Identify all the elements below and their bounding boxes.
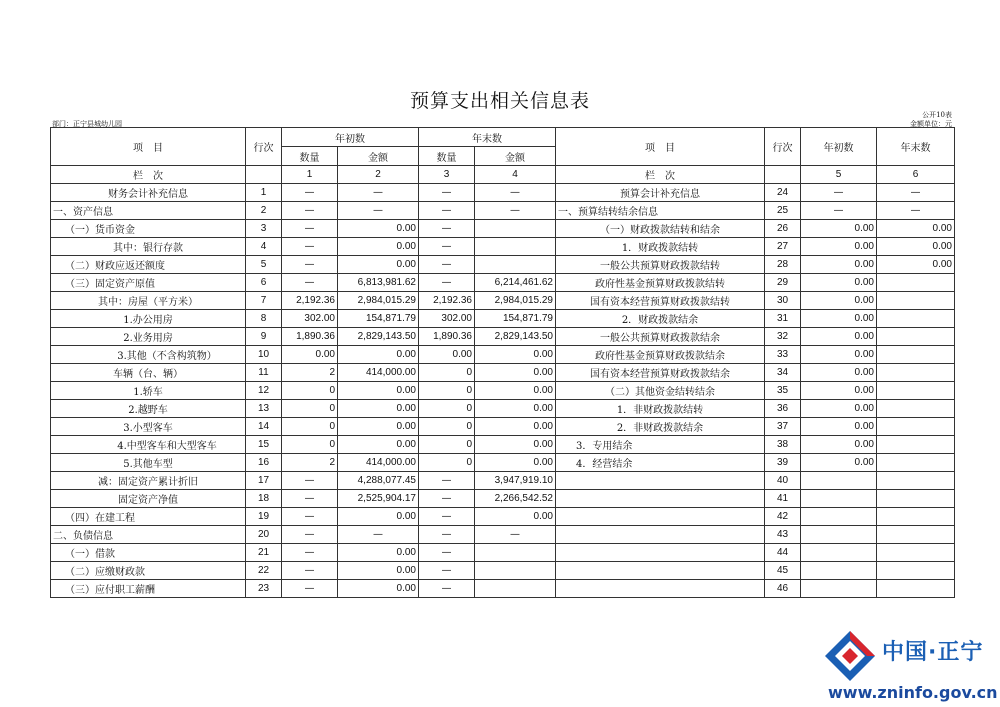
end-qty: — [419, 220, 475, 238]
begin-right [801, 544, 877, 562]
row-seq-right: 25 [765, 202, 801, 220]
begin-amount: 2,984,015.29 [338, 292, 419, 310]
begin-qty: 2 [282, 454, 338, 472]
col-2: 2 [338, 166, 419, 184]
begin-right: 0.00 [801, 454, 877, 472]
row-seq: 8 [246, 310, 282, 328]
end-right [877, 382, 955, 400]
end-amount: 154,871.79 [475, 310, 556, 328]
table-row [51, 436, 955, 454]
end-amount: 2,829,143.50 [475, 328, 556, 346]
row-label: （三）固定资产原值 [51, 274, 246, 292]
begin-right: 0.00 [801, 328, 877, 346]
table-row [51, 184, 955, 202]
begin-amount: 0.00 [338, 418, 419, 436]
end-amount: — [475, 526, 556, 544]
row-seq-right: 41 [765, 490, 801, 508]
end-qty: 302.00 [419, 310, 475, 328]
row-seq-right: 29 [765, 274, 801, 292]
end-qty: 0.00 [419, 346, 475, 364]
table-row [51, 220, 955, 238]
row-seq: 13 [246, 400, 282, 418]
begin-right: 0.00 [801, 346, 877, 364]
row-label: 2.越野车 [51, 400, 246, 418]
begin-right: 0.00 [801, 436, 877, 454]
header-qty-begin: 数量 [282, 147, 338, 166]
row-seq-right: 30 [765, 292, 801, 310]
table-row [51, 328, 955, 346]
begin-amount: 0.00 [338, 256, 419, 274]
end-qty: 0 [419, 454, 475, 472]
col-1: 1 [282, 166, 338, 184]
begin-amount: 414,000.00 [338, 454, 419, 472]
begin-amount: 0.00 [338, 346, 419, 364]
end-amount: — [475, 202, 556, 220]
begin-qty: 1,890.36 [282, 328, 338, 346]
row-label-right [556, 508, 765, 526]
end-amount: 0.00 [475, 418, 556, 436]
table-row [51, 238, 955, 256]
row-seq: 16 [246, 454, 282, 472]
begin-amount: 0.00 [338, 544, 419, 562]
begin-qty: — [282, 472, 338, 490]
row-seq-right: 39 [765, 454, 801, 472]
end-amount: 0.00 [475, 382, 556, 400]
table-row [51, 400, 955, 418]
row-seq-right: 33 [765, 346, 801, 364]
begin-qty: 0 [282, 418, 338, 436]
row-label-right: （一）财政拨款结转和结余 [556, 220, 765, 238]
end-qty: — [419, 274, 475, 292]
unit-label: 金额单位：元 [910, 120, 952, 128]
end-right [877, 346, 955, 364]
row-seq: 7 [246, 292, 282, 310]
end-qty: — [419, 202, 475, 220]
end-amount: 0.00 [475, 508, 556, 526]
row-seq-right: 24 [765, 184, 801, 202]
end-qty: — [419, 238, 475, 256]
begin-qty: 2 [282, 364, 338, 382]
begin-qty: 302.00 [282, 310, 338, 328]
end-right [877, 364, 955, 382]
begin-amount: — [338, 526, 419, 544]
end-amount: 0.00 [475, 364, 556, 382]
table-row [51, 292, 955, 310]
row-seq: 20 [246, 526, 282, 544]
end-qty: 0 [419, 436, 475, 454]
end-amount [475, 256, 556, 274]
row-seq: 9 [246, 328, 282, 346]
end-qty: — [419, 580, 475, 598]
col-label-right-empty [765, 166, 801, 184]
table-row [51, 202, 955, 220]
end-qty: 0 [419, 364, 475, 382]
col-label-right: 栏 次 [556, 166, 765, 184]
end-right [877, 328, 955, 346]
end-amount [475, 562, 556, 580]
end-amount: 0.00 [475, 436, 556, 454]
end-right [877, 454, 955, 472]
end-right: — [877, 184, 955, 202]
row-label: （一）借款 [51, 544, 246, 562]
row-seq: 17 [246, 472, 282, 490]
table-row [51, 418, 955, 436]
begin-right: 0.00 [801, 364, 877, 382]
begin-qty: — [282, 526, 338, 544]
row-label-right: 政府性基金预算财政拨款结余 [556, 346, 765, 364]
end-right [877, 418, 955, 436]
row-label-right: 一、预算结转结余信息 [556, 202, 765, 220]
begin-qty: — [282, 580, 338, 598]
begin-amount: 0.00 [338, 508, 419, 526]
table-row [51, 310, 955, 328]
header-seq-right: 行次 [765, 128, 801, 166]
begin-qty: 0.00 [282, 346, 338, 364]
row-label: 2.业务用房 [51, 328, 246, 346]
row-label: 减：固定资产累计折旧 [51, 472, 246, 490]
logo-url: www.zninfo.gov.cn [828, 683, 998, 702]
row-seq-right: 32 [765, 328, 801, 346]
row-label-right: 2．财政拨款结余 [556, 310, 765, 328]
end-amount: — [475, 184, 556, 202]
page-title: 预算支出相关信息表 [409, 90, 590, 112]
begin-right: 0.00 [801, 238, 877, 256]
begin-qty: — [282, 238, 338, 256]
row-label: 固定资产净值 [51, 490, 246, 508]
row-label-right [556, 472, 765, 490]
begin-qty: — [282, 256, 338, 274]
header-amount-begin: 金额 [338, 147, 419, 166]
row-seq: 4 [246, 238, 282, 256]
header-qty-end: 数量 [419, 147, 475, 166]
begin-qty: — [282, 202, 338, 220]
begin-qty: 0 [282, 436, 338, 454]
begin-right [801, 472, 877, 490]
row-label-right [556, 544, 765, 562]
row-label-right: 2．非财政拨款结余 [556, 418, 765, 436]
end-amount [475, 544, 556, 562]
table-row [51, 580, 955, 598]
col-4: 4 [475, 166, 556, 184]
begin-right: 0.00 [801, 292, 877, 310]
table-row [51, 382, 955, 400]
row-label: 一、资产信息 [51, 202, 246, 220]
table-row [51, 454, 955, 472]
row-label-right: 4．经营结余 [556, 454, 765, 472]
table-row [51, 472, 955, 490]
row-seq-right: 38 [765, 436, 801, 454]
form-number: 公开10表 [922, 111, 952, 119]
table-row [51, 364, 955, 382]
row-label: 1.办公用房 [51, 310, 246, 328]
row-seq: 15 [246, 436, 282, 454]
begin-qty: 2,192.36 [282, 292, 338, 310]
row-seq-right: 28 [765, 256, 801, 274]
end-qty: — [419, 526, 475, 544]
row-label-right: 1．非财政拨款结转 [556, 400, 765, 418]
begin-right: — [801, 184, 877, 202]
header-seq: 行次 [246, 128, 282, 166]
row-seq: 21 [246, 544, 282, 562]
end-right: 0.00 [877, 256, 955, 274]
end-amount: 0.00 [475, 346, 556, 364]
row-label: 二、负债信息 [51, 526, 246, 544]
col-label: 栏 次 [51, 166, 246, 184]
row-seq-right: 26 [765, 220, 801, 238]
row-label: 财务会计补充信息 [51, 184, 246, 202]
col-3: 3 [419, 166, 475, 184]
end-qty: 0 [419, 418, 475, 436]
end-qty: — [419, 184, 475, 202]
row-label-right: 政府性基金预算财政拨款结转 [556, 274, 765, 292]
header-end: 年末数 [419, 128, 556, 147]
row-seq-right: 44 [765, 544, 801, 562]
begin-amount: 6,813,981.62 [338, 274, 419, 292]
end-right: 0.00 [877, 220, 955, 238]
row-seq-right: 27 [765, 238, 801, 256]
row-label: 其中：房屋（平方米） [51, 292, 246, 310]
row-seq-right: 35 [765, 382, 801, 400]
row-label: 3.小型客车 [51, 418, 246, 436]
row-label: 其中：银行存款 [51, 238, 246, 256]
begin-qty: — [282, 508, 338, 526]
row-label-right [556, 490, 765, 508]
end-qty: 2,192.36 [419, 292, 475, 310]
begin-amount: 0.00 [338, 562, 419, 580]
begin-amount: 0.00 [338, 580, 419, 598]
row-label-right: 3．专用结余 [556, 436, 765, 454]
table-row [51, 508, 955, 526]
end-amount: 3,947,919.10 [475, 472, 556, 490]
begin-amount: 0.00 [338, 436, 419, 454]
row-seq-right: 36 [765, 400, 801, 418]
end-qty: 0 [419, 382, 475, 400]
end-amount: 2,984,015.29 [475, 292, 556, 310]
begin-amount: 0.00 [338, 382, 419, 400]
begin-amount: — [338, 202, 419, 220]
table-row [51, 256, 955, 274]
budget-table-container [50, 127, 955, 598]
row-label: 5.其他车型 [51, 454, 246, 472]
end-right [877, 436, 955, 454]
row-label-right: （二）其他资金结转结余 [556, 382, 765, 400]
row-label-right: 一般公共预算财政拨款结转 [556, 256, 765, 274]
end-right [877, 544, 955, 562]
begin-qty: — [282, 544, 338, 562]
table-body [51, 184, 955, 598]
begin-amount: 0.00 [338, 220, 419, 238]
end-right [877, 580, 955, 598]
end-qty: — [419, 544, 475, 562]
row-seq: 1 [246, 184, 282, 202]
begin-qty: — [282, 490, 338, 508]
row-label-right: 国有资本经营预算财政拨款结余 [556, 364, 765, 382]
end-amount [475, 580, 556, 598]
end-qty: — [419, 562, 475, 580]
begin-qty: — [282, 220, 338, 238]
begin-qty: — [282, 184, 338, 202]
end-qty: — [419, 472, 475, 490]
logo-name: 中国·正宁 [882, 640, 984, 665]
table-row [51, 544, 955, 562]
end-qty: — [419, 490, 475, 508]
end-right: 0.00 [877, 238, 955, 256]
end-right [877, 292, 955, 310]
end-amount: 0.00 [475, 400, 556, 418]
end-right [877, 508, 955, 526]
begin-amount: 414,000.00 [338, 364, 419, 382]
row-seq: 22 [246, 562, 282, 580]
end-right: — [877, 202, 955, 220]
row-label-right [556, 526, 765, 544]
end-right [877, 400, 955, 418]
row-seq: 2 [246, 202, 282, 220]
begin-qty: — [282, 274, 338, 292]
begin-right [801, 526, 877, 544]
end-qty: — [419, 508, 475, 526]
begin-right [801, 562, 877, 580]
row-label-right: 一般公共预算财政拨款结余 [556, 328, 765, 346]
end-right [877, 562, 955, 580]
end-qty: — [419, 256, 475, 274]
header-item-right: 项 目 [556, 128, 765, 166]
table-row [51, 346, 955, 364]
row-seq: 10 [246, 346, 282, 364]
header-item: 项 目 [51, 128, 246, 166]
header-begin: 年初数 [282, 128, 419, 147]
row-label: （二）应缴财政款 [51, 562, 246, 580]
begin-right: 0.00 [801, 274, 877, 292]
row-seq-right: 46 [765, 580, 801, 598]
row-label: 1.轿车 [51, 382, 246, 400]
row-seq-right: 37 [765, 418, 801, 436]
row-label-right [556, 580, 765, 598]
col-5: 5 [801, 166, 877, 184]
row-label: 车辆（台、辆） [51, 364, 246, 382]
header-end-right: 年末数 [877, 128, 955, 166]
begin-right: 0.00 [801, 400, 877, 418]
header-begin-right: 年初数 [801, 128, 877, 166]
table-row [51, 526, 955, 544]
row-label-right: 国有资本经营预算财政拨款结转 [556, 292, 765, 310]
row-label: 3.其他（不含构筑物） [51, 346, 246, 364]
table-row [51, 562, 955, 580]
row-seq: 23 [246, 580, 282, 598]
end-qty: 0 [419, 400, 475, 418]
end-right [877, 490, 955, 508]
col-6: 6 [877, 166, 955, 184]
row-seq-right: 34 [765, 364, 801, 382]
end-right [877, 310, 955, 328]
row-seq-right: 45 [765, 562, 801, 580]
begin-amount: 0.00 [338, 400, 419, 418]
row-seq: 19 [246, 508, 282, 526]
col-label-empty [246, 166, 282, 184]
row-label: 4.中型客车和大型客车 [51, 436, 246, 454]
row-label: （四）在建工程 [51, 508, 246, 526]
end-amount: 6,214,461.62 [475, 274, 556, 292]
table-row [51, 274, 955, 292]
begin-right [801, 580, 877, 598]
row-seq: 11 [246, 364, 282, 382]
end-right [877, 526, 955, 544]
row-label: （一）货币资金 [51, 220, 246, 238]
row-seq: 14 [246, 418, 282, 436]
budget-expenditure-table [50, 127, 955, 598]
row-seq-right: 40 [765, 472, 801, 490]
begin-qty: 0 [282, 400, 338, 418]
begin-right: 0.00 [801, 382, 877, 400]
begin-right: 0.00 [801, 220, 877, 238]
end-amount: 0.00 [475, 454, 556, 472]
begin-qty: 0 [282, 382, 338, 400]
begin-amount: 2,525,904.17 [338, 490, 419, 508]
end-right [877, 472, 955, 490]
row-seq: 12 [246, 382, 282, 400]
begin-amount: 0.00 [338, 238, 419, 256]
row-label-right: 预算会计补充信息 [556, 184, 765, 202]
begin-right [801, 490, 877, 508]
end-amount [475, 238, 556, 256]
end-right [877, 274, 955, 292]
row-label-right: 1．财政拨款结转 [556, 238, 765, 256]
end-amount: 2,266,542.52 [475, 490, 556, 508]
begin-right [801, 508, 877, 526]
begin-right: 0.00 [801, 310, 877, 328]
header-amount-end: 金额 [475, 147, 556, 166]
row-seq-right: 43 [765, 526, 801, 544]
department-label: 部门：正宁县城幼儿园 [52, 120, 122, 128]
row-label: （二）财政应返还额度 [51, 256, 246, 274]
begin-amount: 2,829,143.50 [338, 328, 419, 346]
end-amount [475, 220, 556, 238]
table-row [51, 490, 955, 508]
row-seq-right: 31 [765, 310, 801, 328]
row-seq: 6 [246, 274, 282, 292]
row-label: （三）应付职工薪酬 [51, 580, 246, 598]
begin-amount: — [338, 184, 419, 202]
begin-right: 0.00 [801, 256, 877, 274]
row-label-right [556, 562, 765, 580]
begin-right: — [801, 202, 877, 220]
begin-amount: 154,871.79 [338, 310, 419, 328]
begin-qty: — [282, 562, 338, 580]
begin-right: 0.00 [801, 418, 877, 436]
end-qty: 1,890.36 [419, 328, 475, 346]
row-seq: 5 [246, 256, 282, 274]
row-seq-right: 42 [765, 508, 801, 526]
row-seq: 18 [246, 490, 282, 508]
begin-amount: 4,288,077.45 [338, 472, 419, 490]
row-seq: 3 [246, 220, 282, 238]
